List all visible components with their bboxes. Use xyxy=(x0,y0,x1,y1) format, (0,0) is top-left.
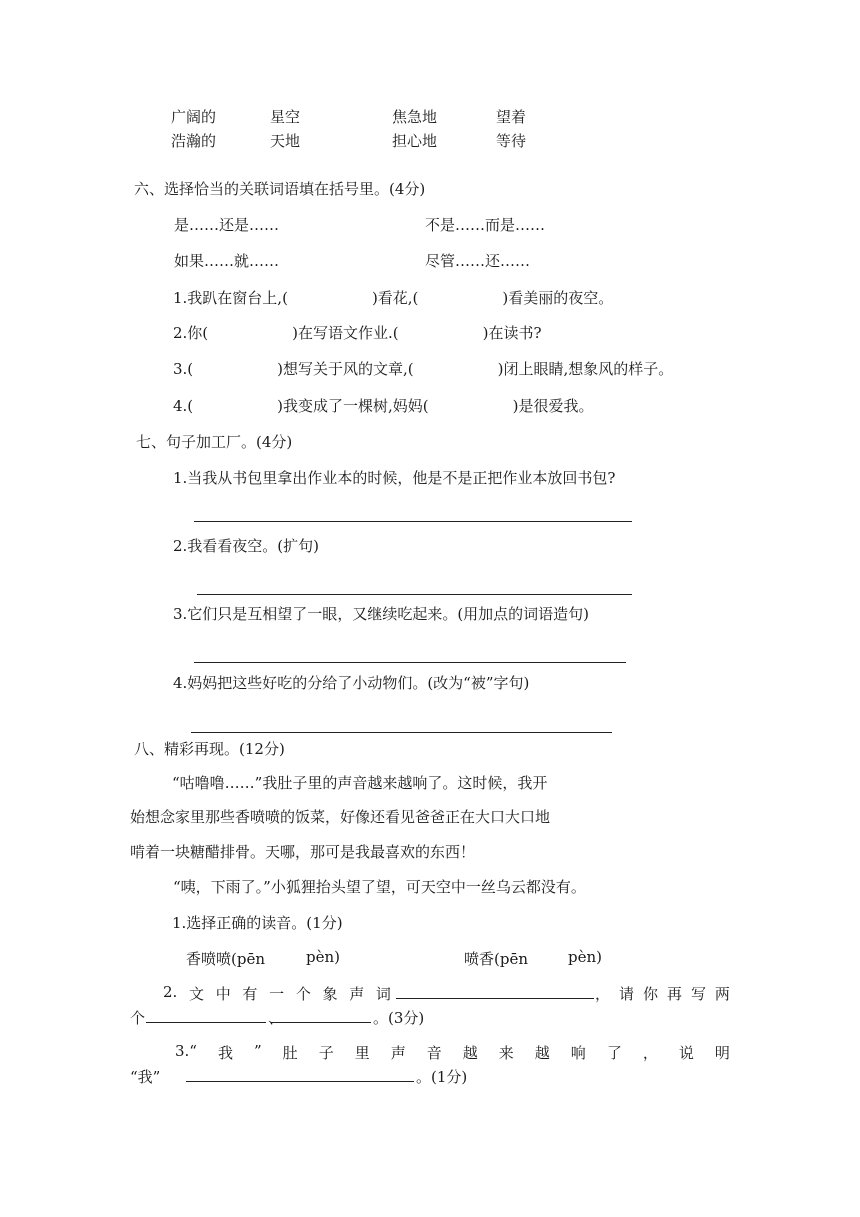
word-8: 等待 xyxy=(496,132,527,150)
word-5: 浩瀚的 xyxy=(171,132,217,150)
word-2: 星空 xyxy=(270,108,301,126)
q1-option-a[interactable]: 香喷喷(pēn xyxy=(186,950,265,968)
q3-line2-end: 。(1分) xyxy=(416,1068,468,1086)
passage-line-2: 始想念家里那些香喷喷的饭菜，好像还看见爸爸正在大口大口地 xyxy=(130,808,551,826)
q2-line1-part2: ， 请 你 再 写 两 xyxy=(595,985,730,1003)
q2-line2-start: 个 xyxy=(130,1009,146,1027)
s6-item-4: 4.( )我变成了一棵树,妈妈( )是很爱我。 xyxy=(173,397,594,415)
word-7: 担心地 xyxy=(392,132,438,150)
s7-item-3: 3.它们只是互相望了一眼，又继续吃起来。(用加点的词语造句) xyxy=(173,605,590,623)
passage-line-4: “咦，下雨了。”小狐狸抬头望了望，可天空中一丝乌云都没有。 xyxy=(173,878,586,896)
passage-line-3: 啃着一块糖醋排骨。天哪，那可是我最喜欢的东西！ xyxy=(130,843,476,861)
conj-option-2: 不是……而是…… xyxy=(425,216,546,234)
conj-option-1: 是……还是…… xyxy=(174,216,280,234)
answer-line-1[interactable] xyxy=(194,521,632,522)
q1-option-a-alt[interactable]: pèn) xyxy=(306,948,340,966)
answer-line-2[interactable] xyxy=(197,594,632,595)
q2-separator: 、 xyxy=(268,1009,284,1027)
section8-title: 八、精彩再现。(12分) xyxy=(134,740,285,758)
q2-blank-2[interactable] xyxy=(146,1022,266,1023)
passage-line-1: “咕噜噜……”我肚子里的声音越来越响了。这时候，我开 xyxy=(172,774,548,792)
section7-title: 七、句子加工厂。(4分) xyxy=(136,433,293,451)
s7-item-4: 4.妈妈把这些好吃的分给了小动物们。(改为“被”字句) xyxy=(173,674,530,692)
q2-line1-part1: 2. 文 中 有 一 个 象 声 词 xyxy=(163,983,391,1003)
word-3: 焦急地 xyxy=(392,108,438,126)
answer-line-3[interactable] xyxy=(194,662,626,663)
s6-item-2: 2.你( )在写语文作业.( )在读书? xyxy=(173,324,542,342)
s6-item-1: 1.我趴在窗台上,( )看花,( )看美丽的夜空。 xyxy=(173,289,614,307)
q3-blank[interactable] xyxy=(186,1081,414,1082)
section6-title: 六、选择恰当的关联词语填在括号里。(4分) xyxy=(134,180,426,198)
answer-line-4[interactable] xyxy=(191,732,612,733)
q1-option-b-alt[interactable]: pèn) xyxy=(568,948,602,966)
word-4: 望着 xyxy=(496,108,527,126)
s7-item-2: 2.我看看夜空。(扩句) xyxy=(173,537,320,555)
q1-option-b[interactable]: 喷香(pēn xyxy=(464,950,528,968)
conj-option-4: 尽管……还…… xyxy=(425,252,531,270)
q3-line2-start: “我” xyxy=(130,1068,161,1086)
q2-blank-1[interactable] xyxy=(396,998,594,999)
q2-blank-3[interactable] xyxy=(271,1022,371,1023)
q3-line1: 3.“ 我 ” 肚 子 里 声 音 越 来 越 响 了 ， 说 明 xyxy=(175,1042,730,1062)
s6-item-3: 3.( )想写关于风的文章,( )闭上眼睛,想象风的样子。 xyxy=(173,360,674,378)
word-6: 天地 xyxy=(270,132,301,150)
conj-option-3: 如果……就…… xyxy=(174,252,280,270)
word-1: 广阔的 xyxy=(171,108,217,126)
s7-item-1: 1.当我从书包里拿出作业本的时候，他是不是正把作业本放回书包? xyxy=(173,469,616,487)
q2-line2-end: 。(3分) xyxy=(373,1009,425,1027)
q1-title: 1.选择正确的读音。(1分) xyxy=(172,914,343,932)
